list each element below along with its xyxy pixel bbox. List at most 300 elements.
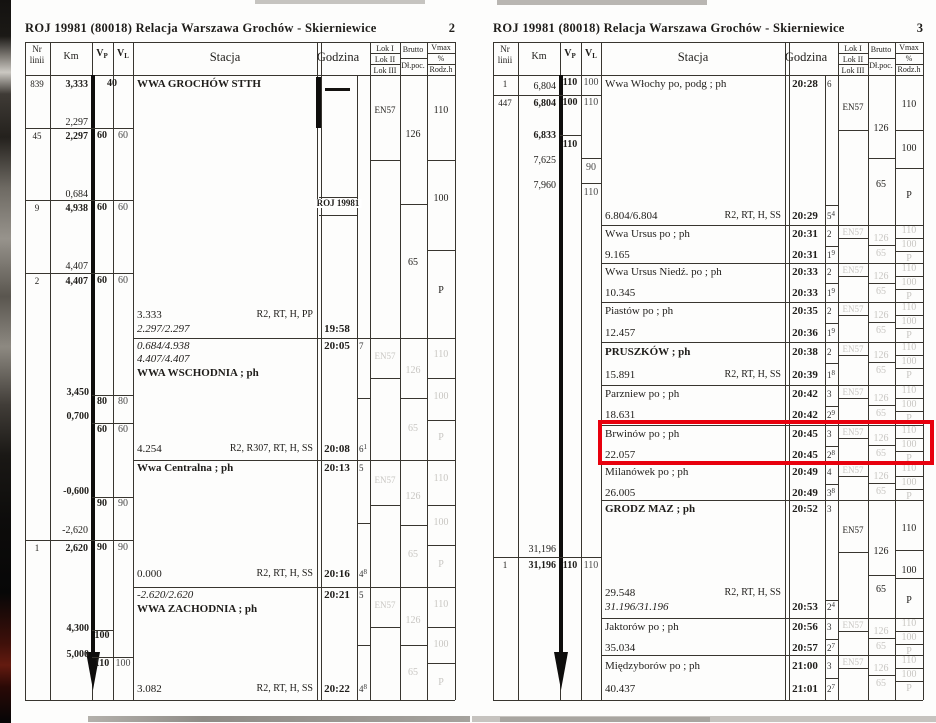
table-rule xyxy=(825,246,838,247)
col-header-vl xyxy=(585,49,597,60)
station-text: 40.437 xyxy=(605,683,636,695)
aux-brutto-value: 126 xyxy=(873,546,889,557)
aux-rodzh-value: P xyxy=(906,330,912,341)
time-value: 20:28 xyxy=(792,78,818,90)
col-header-godzina: Godzina xyxy=(316,50,360,64)
station-text: 9.165 xyxy=(605,249,630,261)
timetable-page xyxy=(493,0,936,723)
dwell-minutes: 3 xyxy=(827,661,832,671)
dwell-cell xyxy=(827,644,835,653)
km-value: 3,333 xyxy=(65,79,88,90)
dwell-minutes: 6 xyxy=(359,444,364,454)
table-rule xyxy=(895,368,923,369)
aux-dlpoc-value: 65 xyxy=(876,641,886,652)
vp-value: 90 xyxy=(97,542,107,553)
time-value: 20:38 xyxy=(792,346,818,358)
track-note: R2, RT, H, SS xyxy=(724,369,781,380)
aux-lok-unit: EN57 xyxy=(842,227,864,237)
track-note: R2, RT, H, PP xyxy=(256,309,313,320)
aux-brutto-value: 126 xyxy=(873,663,889,674)
dwell-cell xyxy=(827,329,835,338)
table-rule xyxy=(895,168,923,169)
aux-rodzh-value: P xyxy=(906,453,912,464)
station-text: 35.034 xyxy=(605,642,636,654)
station-text: 6.804/6.804 xyxy=(605,210,658,222)
aux-vmax2-value: 100 xyxy=(433,639,449,650)
dwell-superscript: 1 xyxy=(363,443,367,451)
aux-vmax2-value: 100 xyxy=(901,565,917,576)
nr-linii-value: 1 xyxy=(502,79,508,89)
col-header-percent: % xyxy=(437,54,445,63)
table-rule xyxy=(601,225,923,226)
track-note: R2, RT, H, SS xyxy=(724,587,781,598)
table-rule xyxy=(518,42,519,700)
time-value: 20:21 xyxy=(324,589,350,601)
route-line xyxy=(91,75,95,655)
aux-dlpoc-value: 65 xyxy=(876,365,886,376)
table-rule xyxy=(455,42,456,700)
dwell-cell xyxy=(827,371,835,380)
km-mark-value: 7,625 xyxy=(533,155,556,166)
aux-rodzh-value: P xyxy=(906,413,912,424)
nr-linii-value: 1 xyxy=(502,560,508,570)
aux-vmax-value: 110 xyxy=(901,425,917,436)
km-mark-value: 5,000 xyxy=(66,649,89,660)
dwell-minutes: 3 xyxy=(827,488,832,498)
aux-lok-unit: EN57 xyxy=(842,620,864,630)
v-letter: V xyxy=(585,48,593,59)
dwell-minutes: 5 xyxy=(359,590,364,600)
vl-value: 60 xyxy=(118,424,128,435)
table-rule xyxy=(370,64,400,65)
aux-brutto-value: 126 xyxy=(405,615,421,626)
dwell-minutes: 2 xyxy=(827,306,832,316)
time-value: 20:53 xyxy=(792,601,818,613)
table-rule xyxy=(400,645,427,646)
aux-dlpoc-value: 65 xyxy=(408,549,418,560)
table-rule xyxy=(319,215,357,216)
dwell-cell xyxy=(827,662,832,671)
dwell-minutes: 2 xyxy=(827,684,832,694)
time-value: 20:31 xyxy=(792,249,818,261)
aux-rodzh-value: P xyxy=(906,253,912,264)
table-rule xyxy=(895,276,923,277)
dwell-cell xyxy=(827,268,832,277)
table-rule xyxy=(25,540,133,541)
table-rule xyxy=(427,420,455,421)
table-rule xyxy=(895,411,923,412)
aux-vmax2-value: 100 xyxy=(901,669,917,680)
table-rule xyxy=(357,398,370,399)
table-rule xyxy=(427,250,455,251)
aux-lok-unit: EN57 xyxy=(842,102,864,112)
aux-vmax2-value: 100 xyxy=(433,517,449,528)
vp-value: 80 xyxy=(97,396,107,407)
aux-vmax-value: 110 xyxy=(901,263,917,274)
aux-dlpoc-value: 65 xyxy=(876,448,886,459)
table-rule xyxy=(427,627,455,628)
dwell-minutes: 3 xyxy=(827,429,832,439)
time-value: 20:42 xyxy=(792,409,818,421)
dwell-cell xyxy=(827,212,835,221)
departure-dash xyxy=(325,88,350,91)
km-value: 4,938 xyxy=(65,203,88,214)
dwell-cell xyxy=(827,623,832,632)
station-text: -2.620/2.620 xyxy=(137,589,194,601)
station-text: 26.005 xyxy=(605,487,636,499)
table-rule xyxy=(601,302,923,303)
table-rule xyxy=(838,355,868,356)
time-value: 21:00 xyxy=(792,660,818,672)
time-value: 20:35 xyxy=(792,305,818,317)
station-text: WWA ZACHODNIA ; ph xyxy=(137,603,258,615)
aux-vmax-value: 110 xyxy=(901,225,917,236)
km-mark-value: 31,196 xyxy=(528,544,556,555)
vl-value: 110 xyxy=(583,560,599,571)
km-mark-value: 7,960 xyxy=(533,180,556,191)
aux-vmax2-value: 100 xyxy=(433,391,449,402)
aux-vmax2-value: 100 xyxy=(901,277,917,288)
col-header-brutto: Brutto xyxy=(870,45,892,54)
table-rule xyxy=(133,460,455,461)
vp-value: 60 xyxy=(97,202,107,213)
table-rule xyxy=(895,238,923,239)
dwell-minutes: 1 xyxy=(827,288,832,298)
col-header-vl xyxy=(117,49,129,60)
aux-vmax-value: 110 xyxy=(901,463,917,474)
time-value: 20:22 xyxy=(324,683,350,695)
dwell-cell xyxy=(827,468,832,477)
dwell-cell xyxy=(827,348,832,357)
aux-vmax-value: 110 xyxy=(901,655,917,666)
station-text: 3.082 xyxy=(137,683,162,695)
station-text: 12.457 xyxy=(605,327,636,339)
table-rule xyxy=(895,489,923,490)
aux-brutto-value: 126 xyxy=(405,491,421,502)
aux-rodzh-value: P xyxy=(906,190,912,201)
table-rule xyxy=(825,363,838,364)
table-rule xyxy=(370,42,371,700)
aux-rodzh-value: P xyxy=(438,559,444,570)
aux-dlpoc-value: 65 xyxy=(876,248,886,259)
station-text: GRODZ MAZ ; ph xyxy=(605,503,696,515)
aux-vmax-value: 110 xyxy=(901,302,917,313)
km-minor-value: -2,620 xyxy=(62,525,88,536)
table-rule xyxy=(895,668,923,669)
table-rule xyxy=(923,42,924,700)
table-rule xyxy=(895,328,923,329)
vl-value: 90 xyxy=(118,498,128,509)
col-header-vp xyxy=(96,49,108,60)
col-header-vp xyxy=(564,49,576,60)
table-rule xyxy=(317,42,318,700)
aux-vmax-value: 110 xyxy=(901,618,917,629)
station-text: 22.057 xyxy=(605,449,636,461)
aux-dlpoc-value: 65 xyxy=(408,423,418,434)
aux-dlpoc-value: 65 xyxy=(408,257,418,268)
km-mark-value: 3,450 xyxy=(66,387,89,398)
page-number: 2 xyxy=(448,21,455,35)
aux-vmax-value: 110 xyxy=(433,105,449,116)
highlight-annotation xyxy=(598,420,934,465)
aux-lok-unit: EN57 xyxy=(842,344,864,354)
nr-linii-value: 45 xyxy=(32,131,42,141)
vl-value: 110 xyxy=(583,187,599,198)
time-value: 20:45 xyxy=(792,449,818,461)
track-note: R2, RT, H, SS xyxy=(724,210,781,221)
aux-rodzh-value: P xyxy=(906,291,912,302)
aux-vmax2-value: 100 xyxy=(901,399,917,410)
aux-vmax-value: 110 xyxy=(433,349,449,360)
dwell-minutes: 1 xyxy=(827,250,832,260)
col-header-linii: linii xyxy=(29,55,45,65)
table-rule xyxy=(370,505,400,506)
table-rule xyxy=(427,160,455,161)
dwell-minutes: 2 xyxy=(827,229,832,239)
table-rule xyxy=(895,130,923,131)
col-header-linii: linii xyxy=(497,55,513,65)
table-rule xyxy=(370,627,400,628)
v-subscript: P xyxy=(571,52,576,60)
table-rule xyxy=(400,398,427,399)
table-rule xyxy=(370,378,400,379)
aux-brutto-value: 126 xyxy=(405,365,421,376)
table-rule xyxy=(895,681,923,682)
table-rule xyxy=(427,42,428,700)
time-value: 20:33 xyxy=(792,266,818,278)
dwell-minutes: 1 xyxy=(827,328,832,338)
dwell-cell xyxy=(827,603,835,612)
start-bar xyxy=(316,77,321,128)
track-note: R2, RT, H, SS xyxy=(256,568,313,579)
dwell-cell xyxy=(827,307,832,316)
table-rule xyxy=(868,58,895,59)
aux-brutto-value: 126 xyxy=(873,433,889,444)
col-header-stacja: Stacja xyxy=(209,50,241,64)
track-note: R2, R307, RT, H, SS xyxy=(229,443,313,454)
vp-value: 90 xyxy=(97,498,107,509)
aux-brutto-value: 126 xyxy=(405,129,421,140)
table-rule xyxy=(838,130,868,131)
time-value: 20:52 xyxy=(792,503,818,515)
km-value: 2,620 xyxy=(65,543,88,554)
dwell-cell xyxy=(359,445,367,454)
time-value: 20:31 xyxy=(792,228,818,240)
table-rule xyxy=(493,42,923,43)
dwell-superscript: 9 xyxy=(831,409,835,417)
dwell-minutes: 2 xyxy=(827,347,832,357)
table-rule xyxy=(581,183,601,184)
table-rule xyxy=(868,283,895,284)
aux-dlpoc-value: 65 xyxy=(876,325,886,336)
dwell-superscript: 8 xyxy=(831,449,835,457)
dwell-superscript: 4 xyxy=(831,210,835,218)
km-mark-value: 4,300 xyxy=(66,623,89,634)
table-rule xyxy=(581,158,601,159)
aux-brutto-value: 126 xyxy=(873,123,889,134)
station-text: 4.254 xyxy=(137,443,162,455)
dwell-cell xyxy=(359,591,364,600)
table-rule xyxy=(868,638,895,639)
vp-value: 110 xyxy=(562,77,578,88)
table-rule xyxy=(895,644,923,645)
col-header-dlpoc: Dł.poc. xyxy=(869,61,893,70)
vp-value: 60 xyxy=(97,275,107,286)
table-rule xyxy=(427,505,455,506)
dwell-superscript: 7 xyxy=(831,683,835,691)
nr-linii-value: 1 xyxy=(34,543,40,553)
table-rule xyxy=(895,476,923,477)
table-rule xyxy=(133,338,455,339)
dwell-minutes: 3 xyxy=(827,504,832,514)
vp-value: 110 xyxy=(94,658,110,669)
aux-vmax2-value: 100 xyxy=(901,356,917,367)
vp-value: 60 xyxy=(97,424,107,435)
vp-value: 110 xyxy=(562,139,578,150)
vp-value: 100 xyxy=(94,630,110,641)
table-rule xyxy=(825,678,838,679)
table-rule xyxy=(560,135,581,136)
table-rule xyxy=(825,484,838,485)
station-text: 0.684/4.938 xyxy=(137,340,190,352)
vl-value: 90 xyxy=(118,542,128,553)
time-value: 20:57 xyxy=(792,642,818,654)
aux-dlpoc-value: 65 xyxy=(876,584,886,595)
dwell-cell xyxy=(359,342,364,351)
v-letter: V xyxy=(96,48,104,59)
table-rule xyxy=(113,42,114,700)
station-text: Wwa Włochy po, podg ; ph xyxy=(605,78,727,90)
table-rule xyxy=(493,700,923,701)
km-minor-value: 4,407 xyxy=(65,261,88,272)
vp-value: 40 xyxy=(107,78,117,89)
aux-dlpoc-value: 65 xyxy=(876,408,886,419)
table-rule xyxy=(868,483,895,484)
scan-edge-strip xyxy=(0,0,11,723)
dwell-superscript: 8 xyxy=(831,369,835,377)
table-rule xyxy=(838,64,868,65)
aux-vmax-value: 110 xyxy=(901,342,917,353)
table-rule xyxy=(25,700,455,701)
vp-value: 60 xyxy=(97,130,107,141)
station-text: Parzniew po ; ph xyxy=(605,388,680,400)
aux-rodzh-value: P xyxy=(906,370,912,381)
km-value: 4,407 xyxy=(65,276,88,287)
v-subscript: P xyxy=(103,52,108,60)
table-rule xyxy=(868,575,895,576)
time-value: 20:08 xyxy=(324,443,350,455)
station-text: 2.297/2.297 xyxy=(137,323,190,335)
station-text: WWA WSCHODNIA ; ph xyxy=(137,367,259,379)
dwell-cell xyxy=(359,570,367,579)
aux-dlpoc-value: 65 xyxy=(876,179,886,190)
table-rule xyxy=(895,315,923,316)
col-header-brutto: Brutto xyxy=(402,45,424,54)
vl-value: 60 xyxy=(118,202,128,213)
table-rule xyxy=(357,523,370,524)
km-mark-value: -0,600 xyxy=(63,486,89,497)
aux-rodzh-value: P xyxy=(438,432,444,443)
dwell-superscript: 8 xyxy=(363,683,367,691)
table-rule xyxy=(838,42,839,700)
station-text: 10.345 xyxy=(605,287,636,299)
table-rule xyxy=(825,406,838,407)
col-header-vmax: Vmax xyxy=(431,43,451,52)
page-number: 3 xyxy=(916,21,923,35)
dwell-cell xyxy=(359,685,367,694)
vl-value: 90 xyxy=(586,162,596,173)
dwell-minutes: 5 xyxy=(827,211,832,221)
table-rule xyxy=(400,42,401,700)
table-rule xyxy=(601,42,602,700)
km-value: 31,196 xyxy=(528,560,556,571)
aux-vmax-value: 110 xyxy=(901,523,917,534)
aux-lok-unit: EN57 xyxy=(842,525,864,535)
table-rule xyxy=(601,385,923,386)
table-rule xyxy=(838,476,868,477)
aux-brutto-value: 126 xyxy=(873,626,889,637)
aux-rodzh-value: P xyxy=(438,285,444,296)
dwell-minutes: 5 xyxy=(359,463,364,473)
dwell-cell xyxy=(827,390,832,399)
aux-vmax2-value: 100 xyxy=(901,632,917,643)
station-text: 18.631 xyxy=(605,409,636,421)
table-rule xyxy=(50,42,51,700)
col-header-lok1: Lok I xyxy=(844,44,862,53)
dwell-superscript: 9 xyxy=(831,327,835,335)
dwell-cell xyxy=(827,289,835,298)
nr-linii-value: 839 xyxy=(30,79,44,89)
vl-value: 60 xyxy=(118,275,128,286)
table-rule xyxy=(601,618,923,619)
vl-value: 100 xyxy=(583,77,599,88)
station-text: 4.407/4.407 xyxy=(137,353,190,365)
time-value: 20:13 xyxy=(324,462,350,474)
table-rule xyxy=(601,500,923,501)
table-rule xyxy=(25,273,133,274)
station-text: 29.548 xyxy=(605,587,636,599)
time-value: 20:49 xyxy=(792,466,818,478)
aux-lok-unit: EN57 xyxy=(374,475,396,485)
aux-brutto-value: 126 xyxy=(873,350,889,361)
col-header-lok2: Lok II xyxy=(374,55,396,64)
table-rule xyxy=(357,75,358,700)
aux-vmax-value: 110 xyxy=(433,599,449,610)
time-value: 20:56 xyxy=(792,621,818,633)
station-text: Międzyborów po ; ph xyxy=(605,660,701,672)
time-value: 21:01 xyxy=(792,683,818,695)
col-header-lok3: Lok III xyxy=(373,66,397,75)
station-text: Wwa Ursus po ; ph xyxy=(605,228,690,240)
vl-value: 110 xyxy=(583,97,599,108)
dwell-superscript: 8 xyxy=(363,568,367,576)
station-text: 31.196/31.196 xyxy=(605,601,669,613)
dwell-minutes: 4 xyxy=(359,684,364,694)
table-rule xyxy=(370,160,400,161)
time-value: 20:42 xyxy=(792,388,818,400)
aux-vmax2-value: 100 xyxy=(901,143,917,154)
nr-linii-value: 447 xyxy=(498,98,512,108)
aux-vmax2-value: 100 xyxy=(433,193,449,204)
time-value: 20:29 xyxy=(792,210,818,222)
aux-lok-unit: EN57 xyxy=(842,427,864,437)
aux-lok-unit: EN57 xyxy=(842,657,864,667)
table-rule xyxy=(838,631,868,632)
aux-lok-unit: EN57 xyxy=(842,465,864,475)
table-rule xyxy=(25,42,26,700)
time-value: 20:39 xyxy=(792,369,818,381)
aux-vmax2-value: 100 xyxy=(901,239,917,250)
